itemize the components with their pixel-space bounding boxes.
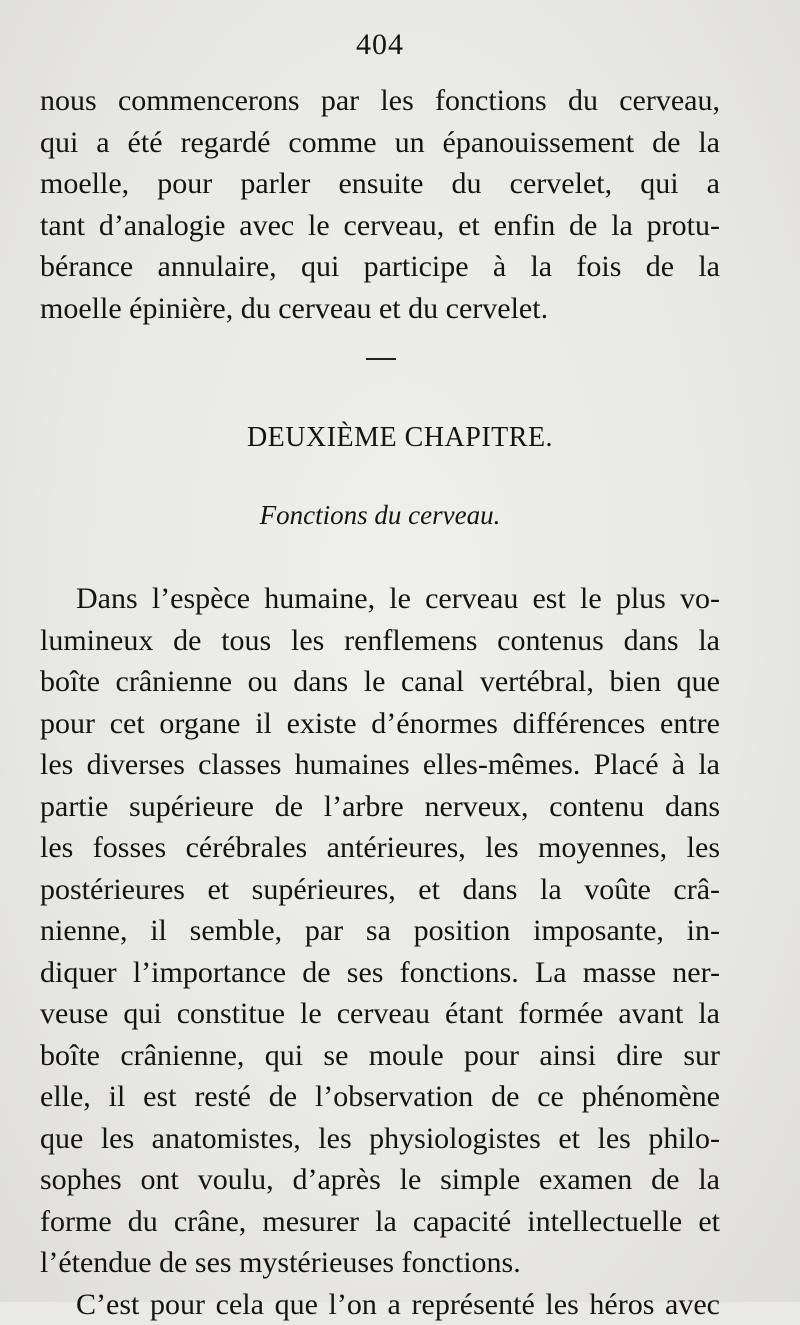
text-line: les diverses classes humaines elles-mêmes. Placé à la	[40, 744, 720, 786]
page-number: 404	[0, 28, 760, 62]
text-line: nous commencerons par les fonctions du cerveau,	[40, 80, 720, 122]
text-line: moelle, pour parler ensuite du cervelet, qui a	[40, 163, 720, 205]
text-line: forme du crâne, mesurer la capacité intellectuelle et	[40, 1201, 720, 1243]
text-line: boîte crânienne, qui se moule pour ainsi dire sur	[40, 1035, 720, 1077]
text-line: C’est pour cela que l’on a représenté les héros avec	[40, 1284, 720, 1325]
text-line: l’étendue de ses mystérieuses fonctions.	[40, 1242, 720, 1284]
section-separator	[366, 358, 396, 360]
text-line: lumineux de tous les renflemens contenus dans la	[40, 620, 720, 662]
chapter-title: DEUXIÈME CHAPITRE.	[0, 422, 800, 454]
text-line: bérance annulaire, qui participe à la fois de la	[40, 246, 720, 288]
text-line: partie supérieure de l’arbre nerveux, contenu dans	[40, 786, 720, 828]
body-paragraphs	[40, 578, 720, 1325]
text-line: qui a été regardé comme un épanouissement de la	[40, 122, 720, 164]
text-line: les fosses cérébrales antérieures, les moyennes, les	[40, 827, 720, 869]
section-title: Fonctions du cerveau.	[0, 500, 760, 531]
text-line: diquer l’importance de ses fonctions. La masse ner-	[40, 952, 720, 994]
text-line: elle, il est resté de l’observation de ce phénomène	[40, 1076, 720, 1118]
text-line: nienne, il semble, par sa position imposante, in-	[40, 910, 720, 952]
text-line: moelle épinière, du cerveau et du cervelet.	[40, 288, 720, 330]
text-line: tant d’analogie avec le cerveau, et enfin de la protu-	[40, 205, 720, 247]
text-line: boîte crânienne ou dans le canal vertébral, bien que	[40, 661, 720, 703]
text-line: Dans l’espèce humaine, le cerveau est le plus vo-	[40, 578, 720, 620]
text-line: pour cet organe il existe d’énormes différences entre	[40, 703, 720, 745]
text-line: veuse qui constitue le cerveau étant formée avant la	[40, 993, 720, 1035]
text-line: sophes ont voulu, d’après le simple examen de la	[40, 1159, 720, 1201]
text-line: que les anatomistes, les physiologistes et les philo-	[40, 1118, 720, 1160]
intro-paragraph	[40, 80, 720, 329]
text-line: postérieures et supérieures, et dans la voûte crâ-	[40, 869, 720, 911]
